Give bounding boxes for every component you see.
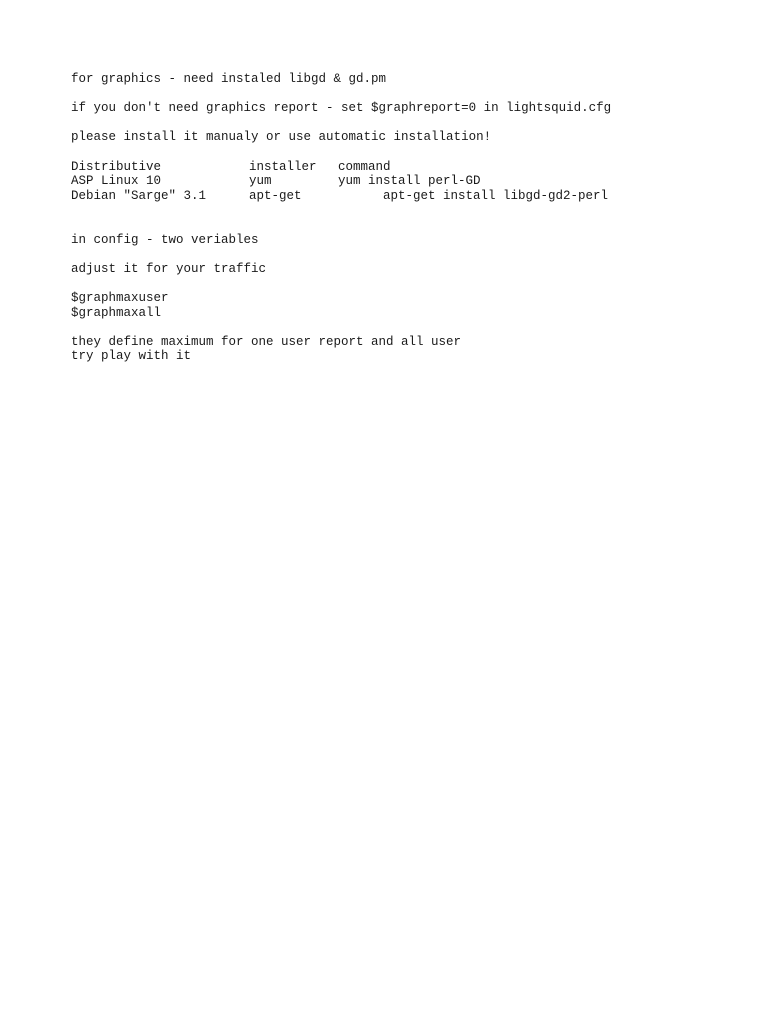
header-distributive: Distributive (71, 159, 162, 174)
install-table-row (71, 174, 751, 189)
header-command: command (338, 159, 391, 174)
row-distributive: ASP Linux 10 (71, 174, 162, 189)
config-variable-graphmaxall: $graphmaxall (71, 305, 162, 320)
config-intro-line: in config - two veriables (71, 232, 259, 247)
row-command: apt-get install libgd-gd2-perl (383, 188, 609, 203)
row-installer: yum (249, 174, 272, 189)
config-adjust-line: adjust it for your traffic (71, 261, 267, 276)
install-table-row (71, 189, 751, 204)
header-installer: installer (249, 159, 317, 174)
config-description-line: they define maximum for one user report and all user (71, 334, 462, 349)
row-command: yum install perl-GD (338, 174, 481, 189)
install-instruction-line: please install it manualy or use automatic installation! (71, 130, 492, 145)
row-distributive: Debian "Sarge" 3.1 (71, 188, 207, 203)
document-body (71, 72, 751, 364)
row-installer: apt-get (249, 188, 302, 203)
install-table-header (71, 160, 751, 175)
config-tip-line: try play with it (71, 349, 192, 364)
graphreport-setting-line: if you don't need graphics report - set $graphreport=0 in lightsquid.cfg (71, 101, 612, 116)
config-variable-graphmaxuser: $graphmaxuser (71, 290, 169, 305)
graphics-requirement-line: for graphics - need instaled libgd & gd.pm (71, 72, 387, 86)
